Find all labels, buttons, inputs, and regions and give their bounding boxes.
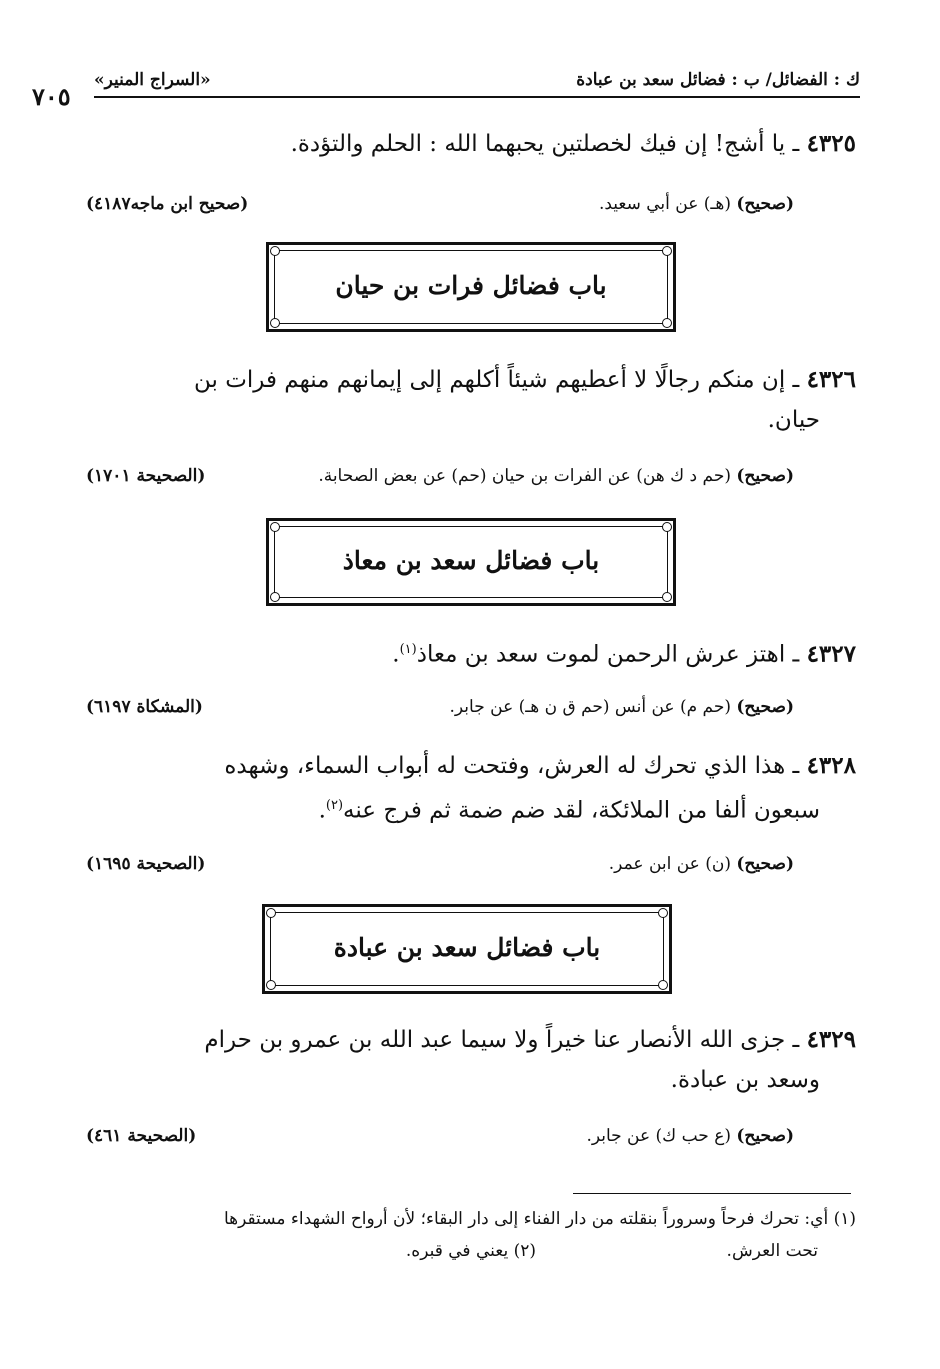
grade: (صحيح) — [736, 1126, 794, 1146]
footnote-rule — [573, 1193, 851, 1194]
grade: (صحيح) — [736, 466, 794, 486]
narration: (ن) عن ابن عمر. — [608, 854, 731, 874]
chapter-box — [266, 242, 676, 332]
hadith-4329 — [76, 1020, 856, 1100]
source-reference: (الصحيحة ١٦٩٥) — [86, 854, 206, 874]
hadith-text: ـ إن منكم رجالًا لا أعطيهم شيئاً أكلهم إلى إيمانهم منهم فرات بن — [194, 367, 800, 393]
hadith-number: ٤٣٢٦ — [806, 366, 856, 393]
source-reference: (صحيح ابن ماجه٤١٨٧) — [86, 194, 249, 214]
footnote-2: (٢) يعني في قبره. — [405, 1241, 536, 1261]
hadith-text-continued: سبعون ألفا من الملائكة، لقد ضم ضمة ثم فرج عنه — [343, 797, 820, 824]
chapter-box — [266, 518, 676, 606]
footnote-1: (١) أي: تحرك فرحاً وسروراً بنقلته من دار الفناء إلى دار البقاء؛ لأن أرواح الشهداء مستقرها — [223, 1209, 856, 1229]
source-reference: (الصحيحة ٤٦١) — [86, 1126, 197, 1146]
hadith-grade-line — [318, 466, 794, 486]
grade: (صحيح) — [736, 697, 794, 717]
hadith-number: ٤٣٢٧ — [806, 640, 856, 668]
chapter-title: باب فضائل فرات بن حيان — [335, 271, 607, 301]
hadith-text-continued: وسعد بن عبادة. — [670, 1067, 820, 1093]
narration: (ع حب ك) عن جابر. — [586, 1126, 731, 1146]
page-number: ٧٠٥ — [32, 82, 71, 111]
hadith-text: ـ يا أشج! إن فيك لخصلتين يحبهما الله : الحلم والتؤدة. — [290, 131, 800, 157]
hadith-4325 — [76, 124, 856, 164]
hadith-number: ٤٣٢٥ — [806, 130, 856, 157]
hadith-text: ـ اهتز عرش الرحمن لموت سعد بن معاذ — [416, 641, 800, 668]
header-rule — [94, 96, 860, 98]
hadith-text: ـ هذا الذي تحرك له العرش، وفتحت له أبواب السماء، وشهده — [224, 753, 800, 779]
source-reference: (الصحيحة ١٧٠١) — [86, 466, 206, 486]
hadith-grade-line — [609, 854, 794, 874]
hadith-number: ٤٣٢٩ — [806, 1026, 856, 1053]
chapter-title: باب فضائل سعد بن معاذ — [342, 546, 600, 576]
hadith-grade-line — [599, 194, 794, 214]
footnote-ref: (١) — [399, 642, 417, 657]
chapter-header: ك : الفضائل/ ب : فضائل سعد بن عبادة — [576, 70, 860, 90]
hadith-text-continued: حيان. — [767, 407, 820, 433]
source-reference: (المشكاة ٦١٩٧) — [86, 697, 203, 717]
hadith-text: ـ جزى الله الأنصار عنا خيراً ولا سيما عبد الله بن عمرو بن حرام — [204, 1027, 800, 1053]
hadith-4327: ٤٣٢٧ ـ اهتز عرش الرحمن لموت سعد بن معاذ$^{(١)}$. — [392, 640, 856, 668]
footnote-ref: (٢) — [325, 798, 344, 813]
narration: (هـ) عن أبي سعيد. — [598, 194, 731, 214]
narration: (حم د ك هن) عن الفرات بن حيان (حم) عن بعض الصحابة. — [318, 466, 731, 486]
grade: (صحيح) — [736, 194, 794, 214]
footnotes — [76, 1203, 856, 1267]
hadith-4328: ٤٣٢٨ ـ هذا الذي تحرك له العرش، وفتحت له أبواب السماء، وشهده سبعون ألفا من الملائكة، لقد ضم ضمة ثم فرج عنه$^{(٢)}$. — [224, 752, 856, 824]
hadith-grade-line — [450, 697, 794, 717]
grade: (صحيح) — [736, 854, 794, 874]
hadith-grade-line — [586, 1126, 794, 1146]
narration: (حم م) عن أنس (حم ق ن هـ) عن جابر. — [449, 697, 731, 717]
hadith-number: ٤٣٢٨ — [806, 752, 856, 779]
book-title: «السراج المنير» — [94, 70, 211, 90]
footnote-1-continued: تحت العرش. — [726, 1241, 818, 1261]
chapter-title: باب فضائل سعد بن عبادة — [333, 933, 601, 963]
chapter-box — [262, 904, 672, 994]
hadith-4326 — [76, 360, 856, 440]
